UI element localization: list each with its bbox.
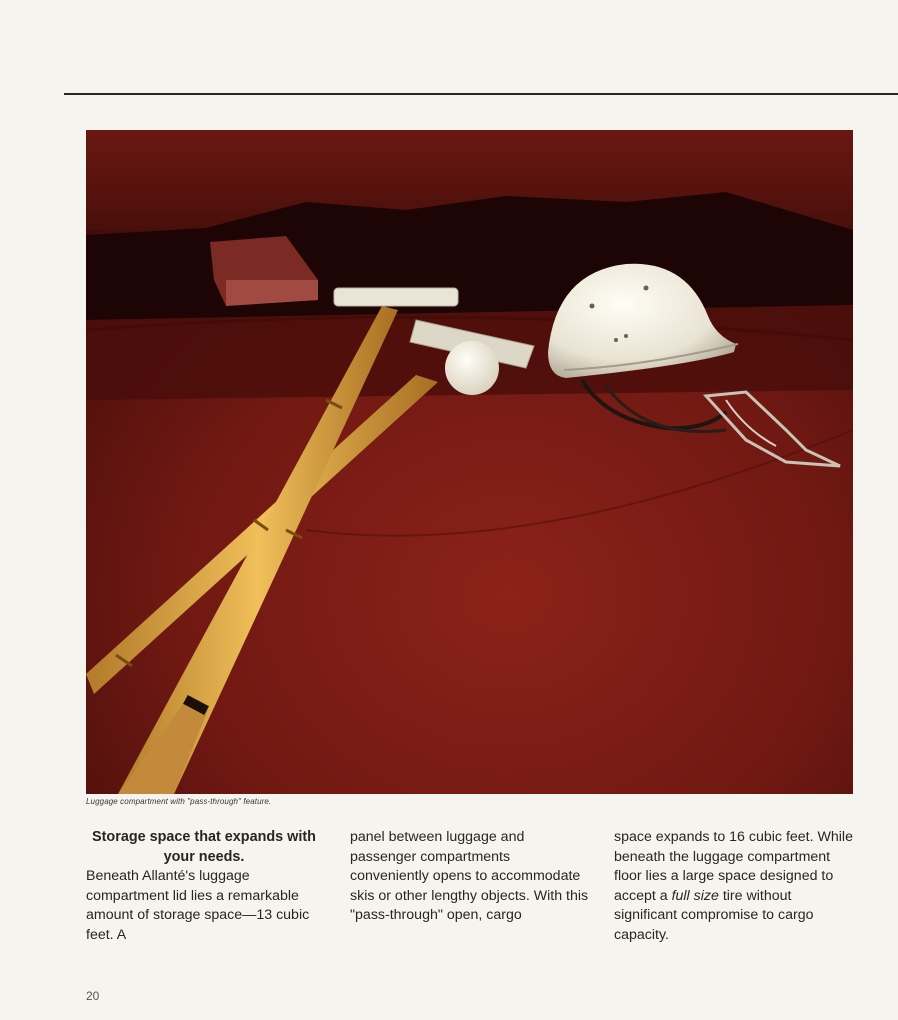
body-text-part: space expands to 16 cubic feet. While beneath the luggage compartment floor lies a large space designed to accept a xyxy=(614,829,853,904)
body-paragraph-3 xyxy=(614,828,854,946)
body-paragraph-1: Beneath Allanté's luggage compartment lid lies a remarkable amount of storage space—13 cubic feet. A xyxy=(86,868,310,943)
text-column-3 xyxy=(614,828,854,946)
emphasis-full-size: full size xyxy=(671,887,719,904)
section-headline: Storage space that expands with your needs. xyxy=(92,829,316,865)
page-number: 20 xyxy=(86,989,100,1003)
text-column-2 xyxy=(350,828,590,926)
text-column-1 xyxy=(86,828,322,946)
body-text-part: tire without significant compromise to cargo capacity. xyxy=(614,887,814,943)
luggage-compartment-photo xyxy=(86,130,853,794)
top-rule xyxy=(64,93,898,95)
body-paragraph-2: panel between luggage and passenger compartments conveniently opens to accommodate skis or other lengthy objects. With this "pass-through" open, cargo xyxy=(350,829,589,924)
photo-caption: Luggage compartment with "pass-through" feature. xyxy=(86,797,272,806)
